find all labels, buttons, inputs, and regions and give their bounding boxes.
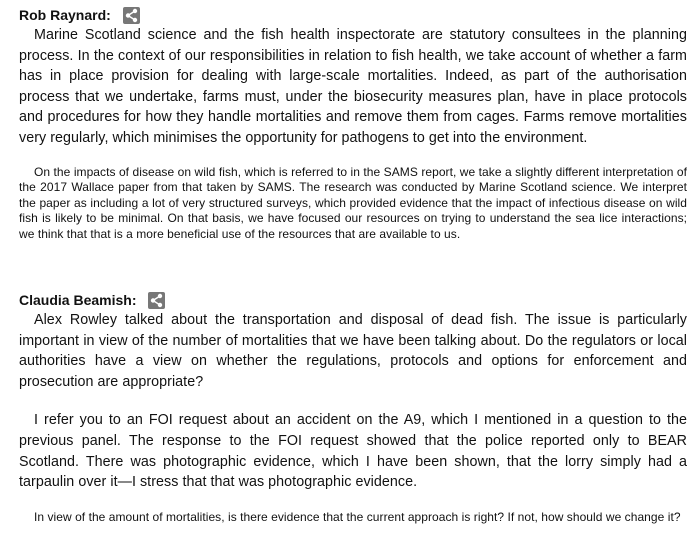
speech-paragraph: Marine Scotland science and the fish health inspectorate are statutory consultees in the planning process. In the context of our responsibilities in relation to fish health, we take account of whether a farm has in place provision for dealing with large-scale mortalities. Indeed, as part of the authorisation process that we undertake, farms must, under the biosecurity measures plan, have in place protocols and procedures for how they handle mortalities and remove them from cages. Farms remove mortalities very regularly, which minimises the opportunity for pathogens to get into the environment. xyxy=(19,27,687,146)
speaker-heading xyxy=(19,5,687,25)
speech-paragraph: On the impacts of disease on wild fish, which is referred to in the SAMS report, we take a slightly different interpretation of the 2017 Wallace paper from that taken by SAMS. The research was conducted by Marine Scotland science. We interpret the paper as including a lot of very structured surveys, which provided evidence that the impact of infectious disease on wild fish is likely to be minimal. On that basis, we have focused our resources on trying to understand the sea lice interactions; we think that that is a more beneficial use of the resources that are available to us. xyxy=(19,164,687,241)
speech-paragraph: In view of the amount of mortalities, is there evidence that the current approach is right? If not, how should we change it? xyxy=(34,509,681,524)
share-icon[interactable] xyxy=(148,292,165,309)
speaker-name: Rob Raynard: xyxy=(19,7,111,23)
speaker-heading xyxy=(19,290,687,310)
speech-paragraph: Alex Rowley talked about the transportation and disposal of dead fish. The issue is particularly important in view of the number of mortalities that we have been talking about. Do the regulators or local authorities have a view on whether the regulations, protocols and options for enforcement and prosecution are appropriate? xyxy=(19,312,687,390)
speech-paragraph: I refer you to an FOI request about an accident on the A9, which I mentioned in a question to the previous panel. The response to the FOI request showed that the police reported only to BEAR Scotland. There was photographic evidence, which I have been shown, that the lorry simply had a tarpaulin over it—I stress that that was photographic evidence. xyxy=(19,412,687,491)
speaker-block-rob-raynard xyxy=(19,5,687,243)
speaker-name: Claudia Beamish: xyxy=(19,292,137,308)
share-icon[interactable] xyxy=(123,7,140,24)
speaker-block-claudia-beamish xyxy=(19,290,687,525)
